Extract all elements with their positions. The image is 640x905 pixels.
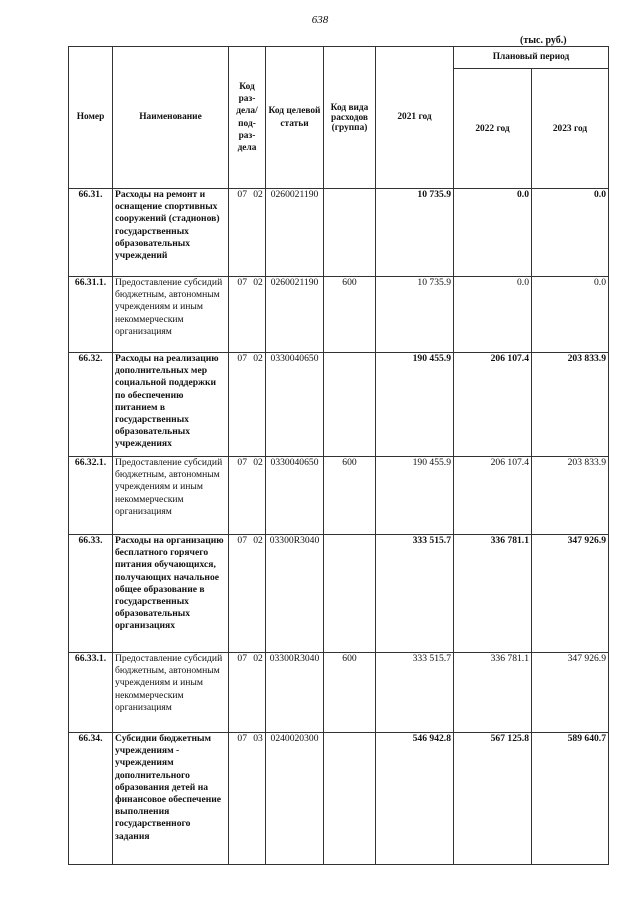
row-amount-2023: 0.0 xyxy=(532,277,609,353)
section: 07 xyxy=(237,353,247,364)
row-number: 66.34. xyxy=(69,733,113,865)
row-amount-2023: 589 640.7 xyxy=(532,733,609,865)
table-row xyxy=(69,535,609,653)
units-note: (тыс. руб.) xyxy=(520,35,567,46)
table-row xyxy=(69,277,609,353)
section: 07 xyxy=(237,653,247,664)
row-expense-type: 600 xyxy=(324,277,376,353)
row-number: 66.33. xyxy=(69,535,113,653)
row-amount-2022: 336 781.1 xyxy=(454,535,532,653)
section: 07 xyxy=(237,189,247,200)
row-number: 66.33.1. xyxy=(69,653,113,733)
header-year-2021: 2021 год xyxy=(376,47,454,189)
table-row xyxy=(69,733,609,865)
section: 07 xyxy=(237,733,247,744)
row-amount-2022: 0.0 xyxy=(454,189,532,277)
row-target-code: 03300R3040 xyxy=(266,653,324,733)
row-section-code xyxy=(229,535,266,653)
row-target-code: 0240020300 xyxy=(266,733,324,865)
row-target-code: 03300R3040 xyxy=(266,535,324,653)
table-row xyxy=(69,457,609,535)
row-number: 66.32.1. xyxy=(69,457,113,535)
row-expense-type xyxy=(324,733,376,865)
header-planned-period: Плановый период xyxy=(454,47,609,69)
row-amount-2021: 190 455.9 xyxy=(376,353,454,457)
row-amount-2022: 0.0 xyxy=(454,277,532,353)
row-name: Расходы на организацию бесплатного горячего питания обучающихся, получающих начальное общее образование в государственных образовательных организациях xyxy=(113,535,229,653)
header-number: Номер xyxy=(69,47,113,189)
row-expense-type: 600 xyxy=(324,653,376,733)
row-amount-2021: 10 735.9 xyxy=(376,277,454,353)
row-section-code xyxy=(229,189,266,277)
subsection: 02 xyxy=(253,653,263,664)
subsection: 02 xyxy=(253,353,263,364)
row-amount-2023: 347 926.9 xyxy=(532,653,609,733)
table-row xyxy=(69,653,609,733)
section: 07 xyxy=(237,457,247,468)
subsection: 03 xyxy=(253,733,263,744)
row-number: 66.31.1. xyxy=(69,277,113,353)
row-name: Субсидии бюджетным учреждениям - учреждениям дополнительного образования детей на финансовое обеспечение выполнения государственного задания xyxy=(113,733,229,865)
row-name: Расходы на реализацию дополнительных мер социальной поддержки по обеспечению питанием в государственных образовательных учреждениях xyxy=(113,353,229,457)
row-number: 66.32. xyxy=(69,353,113,457)
row-target-code: 0260021190 xyxy=(266,189,324,277)
subsection: 02 xyxy=(253,189,263,200)
row-amount-2022: 336 781.1 xyxy=(454,653,532,733)
row-amount-2021: 190 455.9 xyxy=(376,457,454,535)
subsection: 02 xyxy=(253,535,263,546)
row-amount-2021: 10 735.9 xyxy=(376,189,454,277)
row-target-code: 0330040650 xyxy=(266,457,324,535)
row-amount-2023: 203 833.9 xyxy=(532,457,609,535)
header-year-2022: 2022 год xyxy=(454,69,532,189)
header-target-code: Код целевой статьи xyxy=(266,47,324,189)
row-expense-type xyxy=(324,189,376,277)
row-amount-2021: 546 942.8 xyxy=(376,733,454,865)
header-expense-type: Код вида расходов (группа) xyxy=(324,47,376,189)
header-year-2023: 2023 год xyxy=(532,69,609,189)
row-amount-2023: 347 926.9 xyxy=(532,535,609,653)
row-section-code xyxy=(229,733,266,865)
table-row xyxy=(69,353,609,457)
row-number: 66.31. xyxy=(69,189,113,277)
subsection: 02 xyxy=(253,457,263,468)
row-name: Предоставление субсидий бюджетным, автономным учреждениям и иным некоммерческим организациям xyxy=(113,653,229,733)
row-section-code xyxy=(229,653,266,733)
row-amount-2021: 333 515.7 xyxy=(376,653,454,733)
row-section-code xyxy=(229,353,266,457)
row-amount-2022: 567 125.8 xyxy=(454,733,532,865)
row-amount-2023: 0.0 xyxy=(532,189,609,277)
row-expense-type xyxy=(324,535,376,653)
table-body xyxy=(69,189,609,865)
row-name: Предоставление субсидий бюджетным, автономным учреждениям и иным некоммерческим организациям xyxy=(113,457,229,535)
header-section-code: Код раз-дела/ под-раз-дела xyxy=(229,47,266,189)
section: 07 xyxy=(237,277,247,288)
row-amount-2022: 206 107.4 xyxy=(454,457,532,535)
row-target-code: 0260021190 xyxy=(266,277,324,353)
row-name: Расходы на ремонт и оснащение спортивных сооружений (стадионов) государственных образовательных учреждений xyxy=(113,189,229,277)
row-section-code xyxy=(229,457,266,535)
row-amount-2022: 206 107.4 xyxy=(454,353,532,457)
row-name: Предоставление субсидий бюджетным, автономным учреждениям и иным некоммерческим организациям xyxy=(113,277,229,353)
row-amount-2021: 333 515.7 xyxy=(376,535,454,653)
row-target-code: 0330040650 xyxy=(266,353,324,457)
section: 07 xyxy=(237,535,247,546)
budget-table xyxy=(68,46,609,865)
header-name: Наименование xyxy=(113,47,229,189)
table-row xyxy=(69,189,609,277)
row-expense-type xyxy=(324,353,376,457)
row-expense-type: 600 xyxy=(324,457,376,535)
subsection: 02 xyxy=(253,277,263,288)
row-section-code xyxy=(229,277,266,353)
page-number: 638 xyxy=(311,14,329,26)
row-amount-2023: 203 833.9 xyxy=(532,353,609,457)
